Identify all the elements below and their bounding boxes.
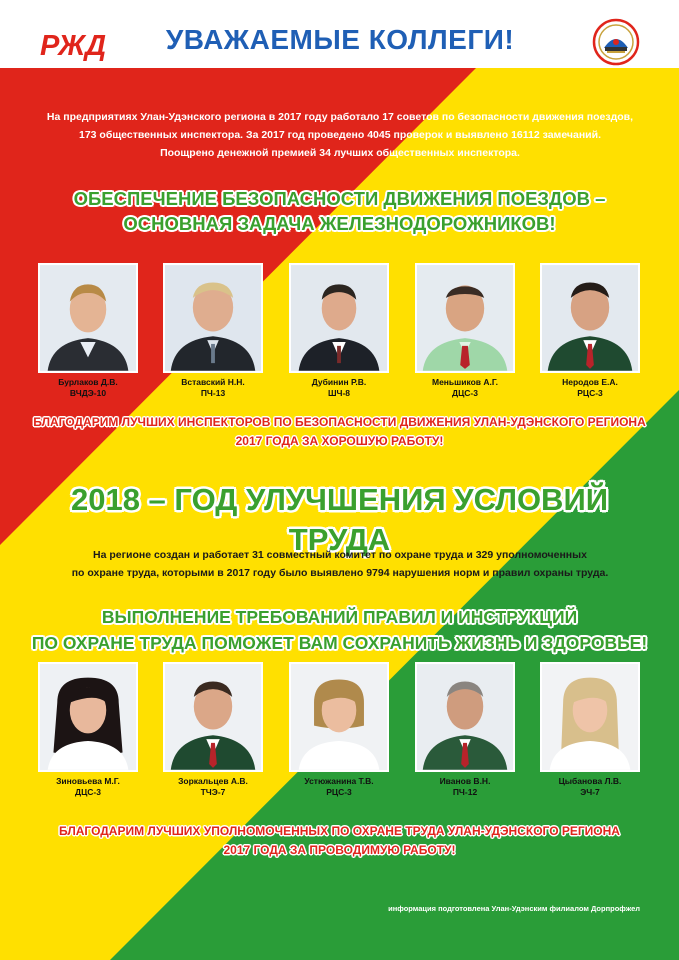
intro-paragraph (40, 108, 640, 162)
representatives-thanks (20, 822, 659, 860)
person-caption (163, 377, 263, 399)
person-unit: ДЦС-3 (452, 388, 478, 398)
person-caption (415, 377, 515, 399)
portrait-photo (540, 662, 640, 772)
labor-safety-slogan (20, 604, 659, 656)
person-caption (289, 776, 389, 798)
person-name: Вставский Н.Н. (181, 377, 245, 387)
person-name: Зиновьева М.Г. (56, 776, 120, 786)
rzd-logo-icon (38, 28, 114, 62)
safety-slogan-line: ОБЕСПЕЧЕНИЕ БЕЗОПАСНОСТИ ДВИЖЕНИЯ ПОЕЗДОВ – (73, 188, 606, 209)
thanks-line: БЛАГОДАРИМ ЛУЧШИХ ИНСПЕКТОРОВ ПО БЕЗОПАСНОСТИ ДВИЖЕНИЯ УЛАН-УДЭНСКОГО РЕГИОНА (33, 415, 646, 429)
person-name: Бурлаков Д.В. (58, 377, 118, 387)
representative-card (540, 662, 640, 798)
portrait-photo (163, 263, 263, 373)
person-name: Дубинин Р.В. (311, 377, 367, 387)
railway-union-emblem-icon (592, 18, 640, 66)
portrait-photo (163, 662, 263, 772)
person-unit: РЦС-3 (577, 388, 603, 398)
person-unit: ШЧ-8 (327, 388, 351, 398)
person-caption (163, 776, 263, 798)
labor-safety-slogan-line: ВЫПОЛНЕНИЕ ТРЕБОВАНИЙ ПРАВИЛ И ИНСТРУКЦИЙ (101, 607, 578, 627)
svg-text:РЖД: РЖД (40, 30, 107, 62)
inspector-card (38, 263, 138, 399)
representative-card (289, 662, 389, 798)
committee-line: по охране труда, которыми в 2017 году было выявлено 9794 нарушения норм и правил охраны труда. (71, 567, 609, 579)
year-heading: 2018 – ГОД УЛУЧШЕНИЯ УСЛОВИЙ ТРУДА (70, 482, 609, 557)
person-unit: ПЧ-13 (200, 388, 226, 398)
person-caption (38, 377, 138, 399)
intro-line: Поощрено денежной премией 34 лучших общественных инспектора. (160, 147, 520, 159)
safety-slogan (20, 186, 659, 236)
representative-card (163, 662, 263, 798)
person-unit: ПЧ-12 (452, 787, 478, 797)
thanks-line: 2017 ГОДА ЗА ПРОВОДИМУЮ РАБОТУ! (223, 843, 456, 857)
portrait-photo (38, 263, 138, 373)
representative-card (38, 662, 138, 798)
person-name: Цыбанова Л.В. (558, 776, 622, 786)
header-bar (0, 0, 679, 68)
inspector-card (415, 263, 515, 399)
person-caption (540, 776, 640, 798)
inspector-card (540, 263, 640, 399)
portrait-photo (289, 662, 389, 772)
person-unit: ТЧЭ-7 (200, 787, 226, 797)
committee-line: На регионе создан и работает 31 совместный комитет по охране труда и 329 уполномоченных (93, 549, 587, 561)
person-unit: ЭЧ-7 (580, 787, 600, 797)
intro-line: 173 общественных инспектора. За 2017 год проведено 4045 проверок и выявлено 16112 замечаний. (78, 129, 602, 141)
portrait-photo (540, 263, 640, 373)
credit-note: информация подготовлена Улан-Удэнским филиалом Дорпрофжел (388, 904, 640, 913)
person-name: Иванов В.Н. (439, 776, 491, 786)
person-name: Неродов Е.А. (562, 377, 618, 387)
person-name: Меньшиков А.Г. (431, 377, 499, 387)
person-caption (38, 776, 138, 798)
inspector-card (163, 263, 263, 399)
person-caption (415, 776, 515, 798)
inspectors-thanks (20, 413, 659, 451)
representative-card (415, 662, 515, 798)
page-title: УВАЖАЕМЫЕ КОЛЛЕГИ! (165, 24, 515, 55)
portrait-photo (415, 263, 515, 373)
labor-safety-slogan-line: ПО ОХРАНЕ ТРУДА ПОМОЖЕТ ВАМ СОХРАНИТЬ ЖИЗНЬ И ЗДОРОВЬЕ! (31, 633, 648, 653)
portrait-photo (38, 662, 138, 772)
committee-paragraph (40, 546, 640, 582)
person-caption (540, 377, 640, 399)
thanks-line: 2017 ГОДА ЗА ХОРОШУЮ РАБОТУ! (235, 434, 444, 448)
thanks-line: БЛАГОДАРИМ ЛУЧШИХ УПОЛНОМОЧЕННЫХ ПО ОХРАНЕ ТРУДА УЛАН-УДЭНСКОГО РЕГИОНА (59, 824, 620, 838)
person-unit: ДЦС-3 (75, 787, 101, 797)
person-caption (289, 377, 389, 399)
portrait-photo (289, 263, 389, 373)
person-unit: ВЧДЭ-10 (69, 388, 107, 398)
person-unit: РЦС-3 (326, 787, 352, 797)
safety-slogan-line: ОСНОВНАЯ ЗАДАЧА ЖЕЛЕЗНОДОРОЖНИКОВ! (123, 213, 556, 234)
inspector-card (289, 263, 389, 399)
intro-line: На предприятиях Улан-Удэнского региона в 2017 году работало 17 советов по безопасности движения поездов, (46, 111, 634, 123)
person-name: Зоркальцев А.В. (178, 776, 248, 786)
person-name: Устюжанина Т.В. (304, 776, 374, 786)
portrait-photo (415, 662, 515, 772)
